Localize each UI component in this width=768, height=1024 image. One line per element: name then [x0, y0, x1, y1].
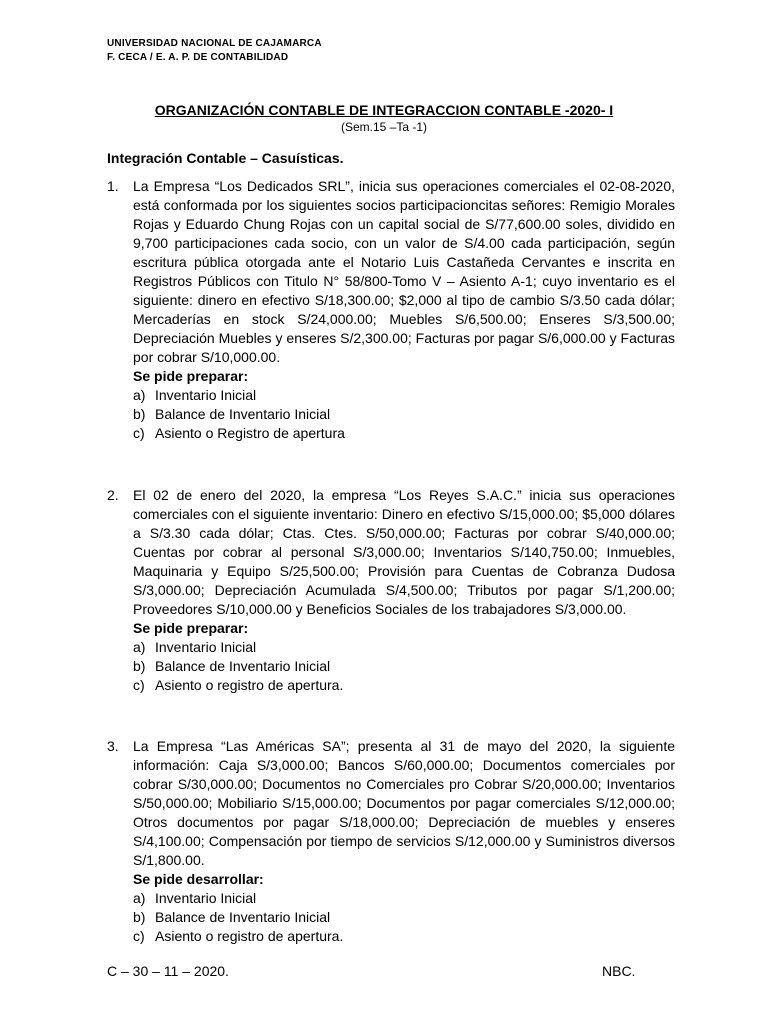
problem-3 [107, 737, 675, 946]
option-text: Balance de Inventario Inicial [155, 406, 331, 422]
option-item [133, 405, 675, 424]
problem-1 [107, 177, 675, 443]
problem-number: 3. [107, 738, 119, 754]
problem-request: Se pide preparar: [133, 368, 249, 384]
document-title: ORGANIZACIÓN CONTABLE DE INTEGRACCION CONTABLE -2020- I [154, 102, 614, 118]
option-text: Asiento o Registro de apertura [155, 425, 345, 441]
option-item [133, 386, 675, 405]
option-item [133, 657, 675, 676]
option-letter: b) [133, 406, 146, 422]
problem-number: 1. [107, 178, 119, 194]
option-letter: a) [133, 639, 146, 655]
university-name: UNIVERSIDAD NACIONAL DE CAJAMARCA [107, 38, 322, 49]
option-letter: a) [133, 890, 146, 906]
document-subtitle: (Sem.15 –Ta -1) [340, 120, 428, 134]
footer-initials: NBC. [602, 963, 636, 979]
option-letter: a) [133, 387, 146, 403]
option-item [133, 676, 675, 695]
option-text: Inventario Inicial [155, 890, 257, 906]
option-item [133, 424, 675, 443]
option-text: Inventario Inicial [155, 387, 257, 403]
option-text: Asiento o registro de apertura. [155, 928, 344, 944]
section-title: Integración Contable – Casuísticas. [107, 150, 344, 166]
problem-number: 2. [107, 487, 119, 503]
problem-statement: La Empresa “Las Américas SA”; presenta al 31 de mayo del 2020, la siguiente información: Caja S/3,000.00; Bancos S/60,000.00; Documentos comerciales por cobrar S/30,000.00; Documentos no Comerciales pro Cobrar S/20,000.00; Inventarios S/50,000.00; Mobiliario S/15,000.00; Documentos por pagar comerciales S/12,000.00; Otros documentos por pagar S/18,000.00; Depreciación de muebles y enseres S/4,100.00; Compensación por tiempo de servicios S/12,000.00 y Suministros diversos S/1,800.00. [133, 738, 675, 868]
option-item [133, 927, 675, 946]
option-text: Inventario Inicial [155, 639, 257, 655]
problem-statement: La Empresa “Los Dedicados SRL”, inicia sus operaciones comerciales el 02-08-2020, está conformada por los siguientes socios participacioncitas señores: Remigio Morales Rojas y Eduardo Chung Rojas con un capital social de S/77,600.00 soles, dividido en 9,700 participaciones cada socio, con un valor de S/4.00 cada participación, según escritura pública otorgada ante el Notario Luis Castañeda Cervantes e inscrita en Registros Públicos con Titulo N° 58/800-Tomo V – Asiento A-1; cuyo inventario es el siguiente: dinero en efectivo S/18,300.00; $2,000 al tipo de cambio S/3.50 cada dólar; Mercaderías en stock S/24,000.00; Muebles S/6,500.00; Enseres S/3,500.00; Depreciación Muebles y enseres S/2,300.00; Facturas por pagar S/6,000.00 y Facturas por cobrar S/10,000.00. [133, 178, 675, 365]
problem-statement: El 02 de enero del 2020, la empresa “Los Reyes S.A.C.” inicia sus operaciones comerciales con el siguiente inventario: Dinero en efectivo S/15,000.00; $5,000 dólares a S/3.30 cada dólar; Ctas. Ctes. S/50,000.00; Facturas por cobrar S/40,000.00; Cuentas por cobrar al personal S/3,000.00; Inventarios S/140,750.00; Inmuebles, Maquinaria y Equipo S/25,500.00; Provisión para Cuentas de Cobranza Dudosa S/3,000.00; Depreciación Acumulada S/4,500.00; Tributos por pagar S/1,200.00; Proveedores S/10,000.00 y Beneficios Sociales de los trabajadores S/3,000.00. [133, 487, 675, 617]
option-item [133, 889, 675, 908]
footer-code: C – 30 – 11 – 2020. [107, 963, 229, 979]
problem-request: Se pide preparar: [133, 620, 249, 636]
option-text: Asiento o registro de apertura. [155, 677, 344, 693]
institution-header [107, 37, 322, 65]
option-letter: c) [133, 928, 145, 944]
option-item [133, 638, 675, 657]
option-letter: b) [133, 909, 146, 925]
faculty-line: F. CECA / E. A. P. DE CONTABILIDAD [107, 52, 289, 63]
option-item [133, 908, 675, 927]
option-letter: b) [133, 658, 146, 674]
problem-request: Se pide desarrollar: [133, 871, 264, 887]
option-letter: c) [133, 677, 145, 693]
option-text: Balance de Inventario Inicial [155, 658, 331, 674]
option-letter: c) [133, 425, 145, 441]
problem-2 [107, 486, 675, 695]
option-text: Balance de Inventario Inicial [155, 909, 331, 925]
